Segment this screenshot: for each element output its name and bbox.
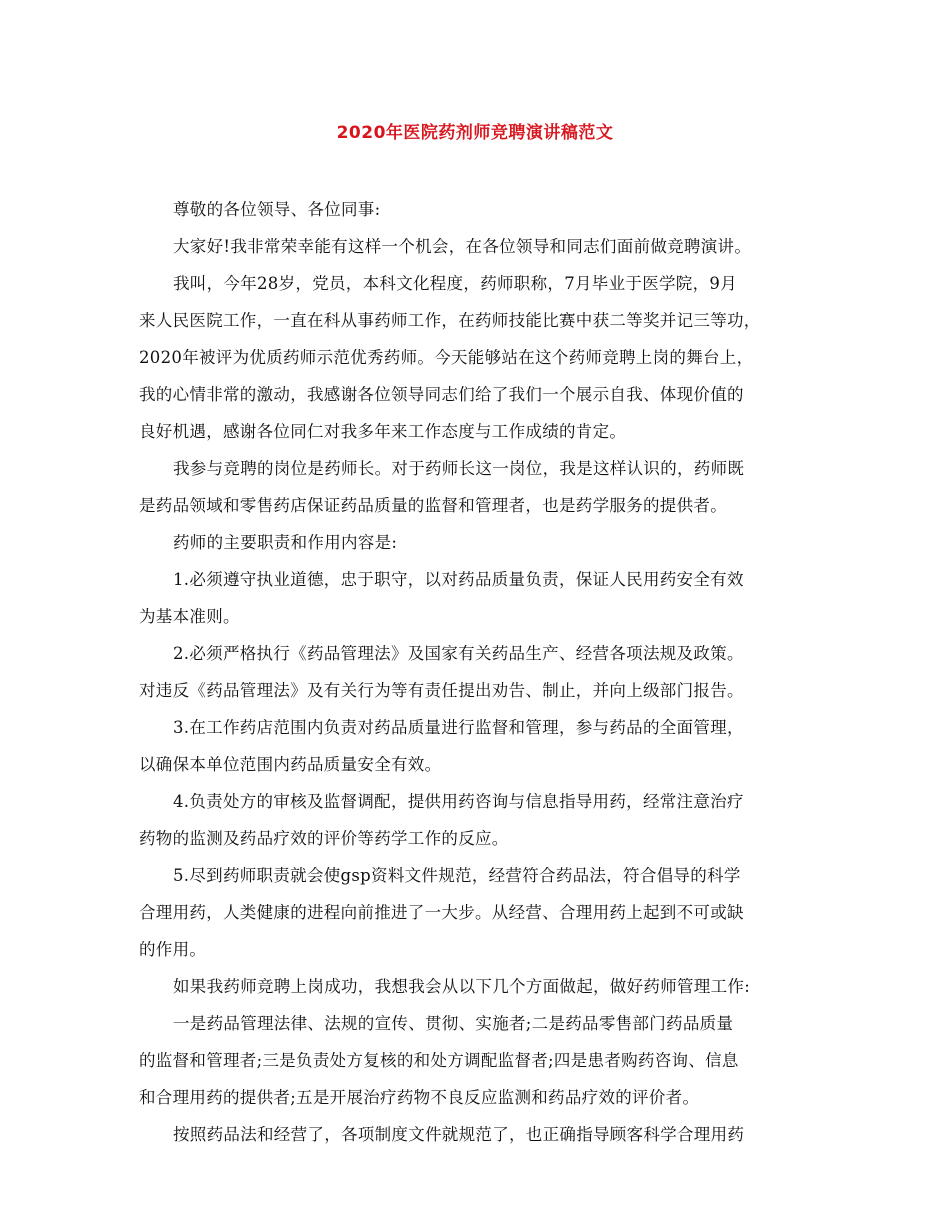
paragraph-line: 的监督和管理者;三是负责处方复核的和处方调配监督者;四是患者购药咨询、信息 <box>139 1051 739 1070</box>
list-item-line: 合理用药，人类健康的进程向前推进了一大步。从经营、合理用药上起到不可或缺 <box>139 903 744 922</box>
paragraph-line: 2020年被评为优质药师示范优秀药师。今天能够站在这个药师竞聘上岗的舞台上， <box>139 348 754 367</box>
list-item-line: 为基本准则。 <box>139 607 240 626</box>
paragraph-line: 如果我药师竞聘上岗成功，我想我会从以下几个方面做起，做好药师管理工作: <box>173 977 751 996</box>
paragraph-line: 药师的主要职责和作用内容是: <box>173 533 398 552</box>
list-item-line: 药物的监测及药品疗效的评价等药学工作的反应。 <box>139 829 509 848</box>
paragraph-line: 良好机遇，感谢各位同仁对我多年来工作态度与工作成绩的肯定。 <box>139 422 627 441</box>
list-item-line: 以确保本单位范围内药品质量安全有效。 <box>139 755 442 774</box>
paragraph-line: 来人民医院工作，一直在科从事药师工作，在药师技能比赛中获二等奖并记三等功， <box>139 311 761 330</box>
list-item-line: 4.负责处方的审核及监督调配，提供用药咨询与信息指导用药，经常注意治疗 <box>173 792 744 811</box>
paragraph-line: 按照药品法和经营了，各项制度文件就规范了，也正确指导顾客科学合理用药 <box>173 1125 745 1144</box>
paragraph-line: 和合理用药的提供者;五是开展治疗药物不良反应监测和药品疗效的评价者。 <box>139 1088 700 1107</box>
document-body <box>139 191 819 1153</box>
paragraph-line: 是药品领域和零售药店保证药品质量的监督和管理者，也是药学服务的提供者。 <box>139 496 727 515</box>
list-item-line: 1.必须遵守执业道德，忠于职守，以对药品质量负责，保证人民用药安全有效 <box>173 570 744 589</box>
list-item-line: 对违反《药品管理法》及有关行为等有责任提出劝告、制止，并向上级部门报告。 <box>139 681 744 700</box>
salutation-line: 尊敬的各位领导、各位同事: <box>173 200 381 219</box>
paragraph-line: 一是药品管理法律、法规的宣传、贯彻、实施者;二是药品零售部门药品质量 <box>173 1014 734 1033</box>
document-title: 2020年医院药剂师竞聘演讲稿范文 <box>336 123 614 143</box>
list-item-line: 5.尽到药师职责就会使gsp资料文件规范，经营符合药品法，符合倡导的科学 <box>173 866 741 885</box>
paragraph-line: 我参与竞聘的岗位是药师长。对于药师长这一岗位，我是这样认识的，药师既 <box>173 459 745 478</box>
list-item-line: 的作用。 <box>139 940 207 959</box>
list-item-line: 2.必须严格执行《药品管理法》及国家有关药品生产、经营各项法规及政策。 <box>173 644 744 663</box>
paragraph-line: 大家好!我非常荣幸能有这样一个机会，在各位领导和同志们面前做竞聘演讲。 <box>173 237 752 256</box>
list-item-line: 3.在工作药店范围内负责对药品质量进行监督和管理，参与药品的全面管理， <box>173 718 744 737</box>
paragraph-line: 我的心情非常的激动，我感谢各位领导同志们给了我们一个展示自我、体现价值的 <box>139 385 744 404</box>
paragraph-line: 我叫，今年28岁，党员，本科文化程度，药师职称，7月毕业于医学院，9月 <box>173 274 737 293</box>
